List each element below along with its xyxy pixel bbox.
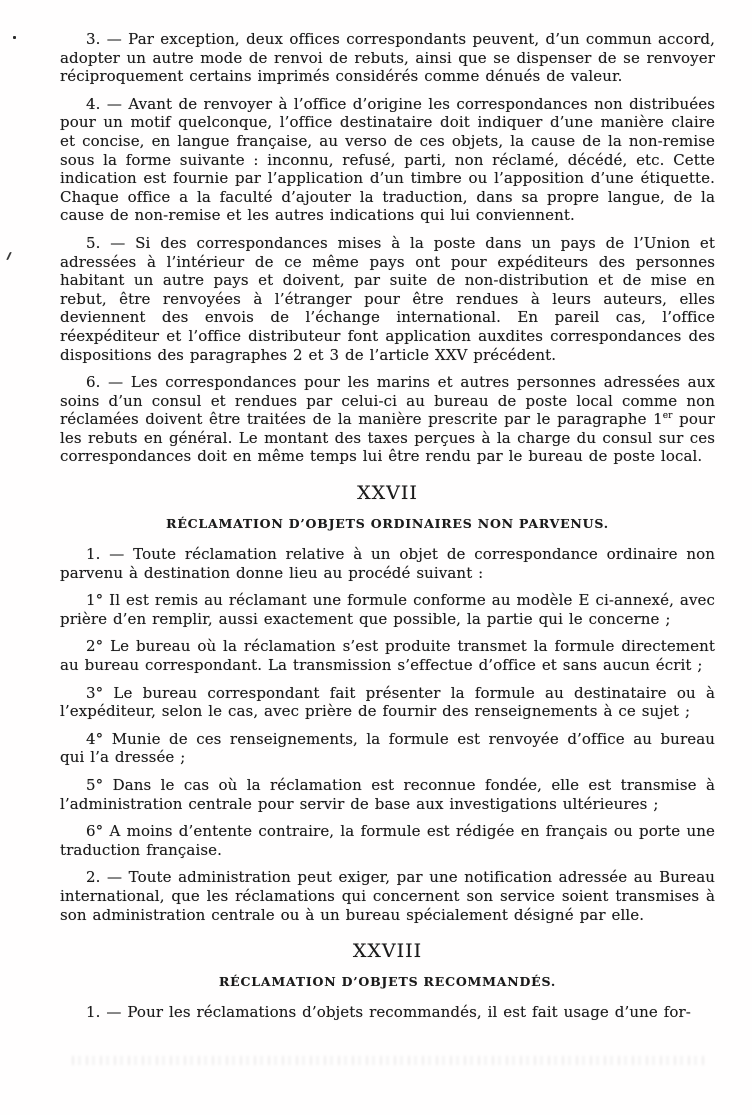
paragraph bbox=[60, 373, 715, 466]
list-item: 5° Dans le cas où la réclamation est reconnue fondée, elle est transmise à l’administration centrale pour servir de base aux investigations ultérieures ; bbox=[60, 776, 715, 813]
paragraph: 1. — Toute réclamation relative à un objet de correspondance ordinaire non parvenu à destination donne lieu au procédé suivant : bbox=[60, 545, 715, 582]
list-item: 3° Le bureau correspondant fait présenter la formule au destinataire ou à l’expéditeur, selon le cas, avec prière de fournir des renseignements à ce sujet ; bbox=[60, 683, 715, 721]
section-title: RÉCLAMATION D’OBJETS ORDINAIRES NON PARVENUS. bbox=[166, 516, 609, 532]
paragraph: 3. — Par exception, deux offices correspondants peuvent, d’un commun accord, adopter un autre mode de renvoi de rebuts, ainsi que se dispenser de se renvoyer réciproquement certains imprimés considérés comme dénués de valeur. bbox=[60, 30, 715, 86]
paragraph: 4. — Avant de renvoyer à l’office d’origine les correspondances non distribuées pour un motif quelconque, l’office destinataire doit indiquer d’une manière claire et concise, en langue française, au verso de ces objets, la cause de la non-remise sous la forme suivante : inconnu, refusé, parti, non réclamé, décédé, etc. Cette indication est fournie par l’application d’un timbre ou l’apposition d’une étiquette. Chaque office a la faculté d’ajouter la traduction, dans sa propre langue, de la cause de non-remise et les autres indications qui lui conviennent. bbox=[60, 94, 715, 225]
scan-slash-artifact bbox=[6, 252, 12, 260]
ordinal-superscript: er bbox=[662, 411, 673, 422]
section-number-heading: XXVIII bbox=[352, 940, 423, 963]
section-title: RÉCLAMATION D’OBJETS RECOMMANDÉS. bbox=[218, 974, 557, 990]
section-number-heading: XXVII bbox=[357, 482, 418, 505]
scan-speck-artifact bbox=[13, 36, 16, 39]
paragraph: 5. — Si des correspondances mises à la poste dans un pays de l’Union et adressées à l’intérieur de ce même pays ont pour expéditeurs des personnes habitant un autre pays et doivent, par suite de non-distribution et de mise en rebut, être renvoyées à l’étranger pour être rendues à leurs auteurs, elles deviennent des envois de l’échange international. En pareil cas, l’office réexpéditeur et l’office distributeur font application auxdites correspondances des dispositions des paragraphes 2 et 3 de l’article XXV précédent. bbox=[60, 233, 715, 364]
paragraph-text: 6. — Les correspondances pour les marins et autres personnes adressées aux soins d’un consul et rendues par celui-ci au bureau de poste local comme non réclamées doivent être traitées de la manière prescrite par le paragraphe 1 bbox=[60, 373, 715, 429]
list-item: 1° Il est remis au réclamant une formule conforme au modèle E ci-annexé, avec prière d’en remplir, aussi exactement que possible, la partie qui le concerne ; bbox=[60, 591, 715, 628]
list-item: 4° Munie de ces renseignements, la formule est renvoyée d’office au bureau qui l’a dressée ; bbox=[60, 729, 715, 767]
text-column bbox=[60, 30, 715, 1031]
list-item: 2° Le bureau où la réclamation s’est produite transmet la formule directement au bureau correspondant. La transmission s’effectue d’office et sans aucun écrit ; bbox=[60, 637, 715, 675]
paragraph: 1. — Pour les réclamations d’objets recommandés, il est fait usage d’une for- bbox=[86, 1003, 691, 1022]
scan-artifact-band bbox=[72, 1056, 708, 1065]
list-item: 6° A moins d’entente contraire, la formule est rédigée en français ou porte une traduction française. bbox=[60, 822, 715, 859]
paragraph-text: pour les rebuts en général. Le montant des taxes perçues à la charge du consul sur ces correspondances doit en même temps lui être rendu par le bureau de poste local. bbox=[60, 410, 715, 466]
paragraph: 2. — Toute administration peut exiger, par une notification adressée au Bureau international, que les réclamations qui concernent son service soient transmises à son administration centrale ou à un bureau spécialement désigné par elle. bbox=[60, 868, 715, 924]
